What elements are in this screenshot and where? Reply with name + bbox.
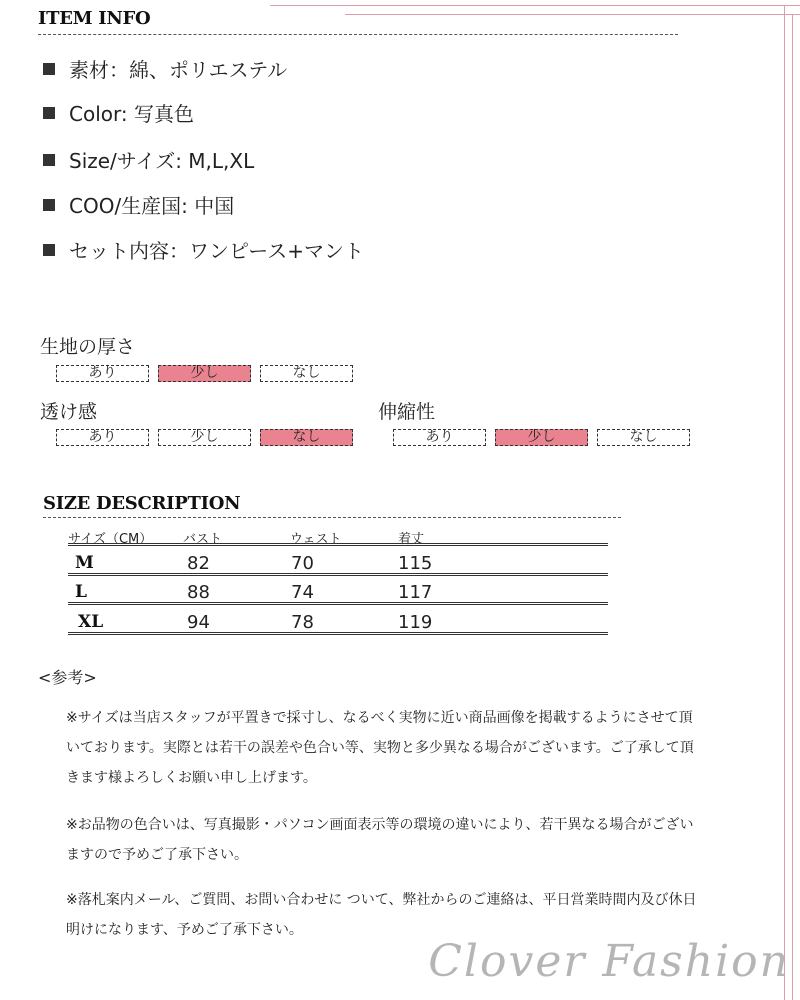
bullet-square-icon xyxy=(43,154,55,166)
list-item xyxy=(43,190,234,219)
stretch-chip-ari: あり xyxy=(393,429,486,446)
list-item xyxy=(43,145,254,174)
waist-cell: 74 xyxy=(291,582,314,603)
bullet-square-icon xyxy=(43,63,55,75)
sheerness-label: 透け感 xyxy=(40,401,98,423)
length-cell: 119 xyxy=(398,612,433,633)
length-cell: 115 xyxy=(398,553,433,574)
size-text: Size/サイズ: M,L,XL xyxy=(69,149,255,173)
bullet-square-icon xyxy=(43,199,55,211)
sheerness-chip-ari: あり xyxy=(56,429,149,446)
thickness-chip-sukoshi: 少し xyxy=(158,365,251,382)
length-cell: 117 xyxy=(398,582,433,603)
decorative-line xyxy=(345,14,800,15)
sheerness-chip-sukoshi: 少し xyxy=(158,429,251,446)
coo-text: COO/生産国: 中国 xyxy=(69,194,235,218)
bust-cell: 88 xyxy=(187,582,210,603)
thickness-label: 生地の厚さ xyxy=(40,336,136,358)
reference-title: <参考> xyxy=(38,668,97,687)
item-info-heading: ITEM INFO xyxy=(38,8,151,29)
table-rule xyxy=(68,543,608,546)
waist-cell: 70 xyxy=(291,553,314,574)
item-info-rule xyxy=(38,34,678,35)
table-rule xyxy=(68,602,608,605)
column-header-length: 着丈 xyxy=(398,532,425,547)
stretch-chip-sukoshi: 少し xyxy=(495,429,588,446)
bullet-square-icon xyxy=(43,107,55,119)
list-item xyxy=(43,98,194,127)
thickness-chip-ari: あり xyxy=(56,365,149,382)
material-text: 素材：綿、ポリエステル xyxy=(69,58,288,82)
list-item xyxy=(43,235,364,264)
decorative-line xyxy=(792,14,793,1000)
column-header-waist: ウェスト xyxy=(290,532,342,547)
list-item xyxy=(43,54,287,83)
stretch-label: 伸縮性 xyxy=(378,401,436,423)
brand-signature: Clover Fashion xyxy=(428,936,790,987)
table-rule xyxy=(68,632,608,635)
stretch-chip-nashi: なし xyxy=(597,429,690,446)
size-description-heading: SIZE DESCRIPTION xyxy=(43,493,241,514)
bust-cell: 94 xyxy=(187,612,210,633)
size-description-rule xyxy=(43,517,621,518)
set-contents-text: セット内容：ワンピース+マント xyxy=(69,239,364,263)
column-header-size: サイズ（CM） xyxy=(68,532,153,547)
reference-note: ※サイズは当店スタッフが平置きで採寸し、なるべく実物に近い商品画像を掲載するようにさせて頂いております。実際とは若干の誤差や色合い等、実物と多少異なる場合がございます。ご了承して頂きます様よろしくお願い申し上げます。 xyxy=(66,710,694,786)
color-text: Color: 写真色 xyxy=(69,102,194,126)
column-header-bust: バスト xyxy=(183,532,223,547)
sheerness-chip-nashi: なし xyxy=(260,429,353,446)
thickness-chip-nashi: なし xyxy=(260,365,353,382)
bullet-square-icon xyxy=(43,244,55,256)
bust-cell: 82 xyxy=(187,553,210,574)
size-cell: XL xyxy=(78,612,104,632)
reference-note: ※落札案内メール、ご質問、お問い合わせに ついて、弊社からのご連絡は、平日営業時間内及び休日明けになります、予めご了承下さい。 xyxy=(66,892,697,938)
reference-note: ※お品物の色合いは、写真撮影・パソコン画面表示等の環境の違いにより、若干異なる場合がございますので予めご了承下さい。 xyxy=(66,817,694,863)
decorative-line xyxy=(784,5,785,1000)
waist-cell: 78 xyxy=(291,612,314,633)
size-cell: M xyxy=(75,553,94,573)
table-rule xyxy=(68,573,608,576)
decorative-line xyxy=(270,5,800,6)
size-cell: L xyxy=(75,582,87,602)
